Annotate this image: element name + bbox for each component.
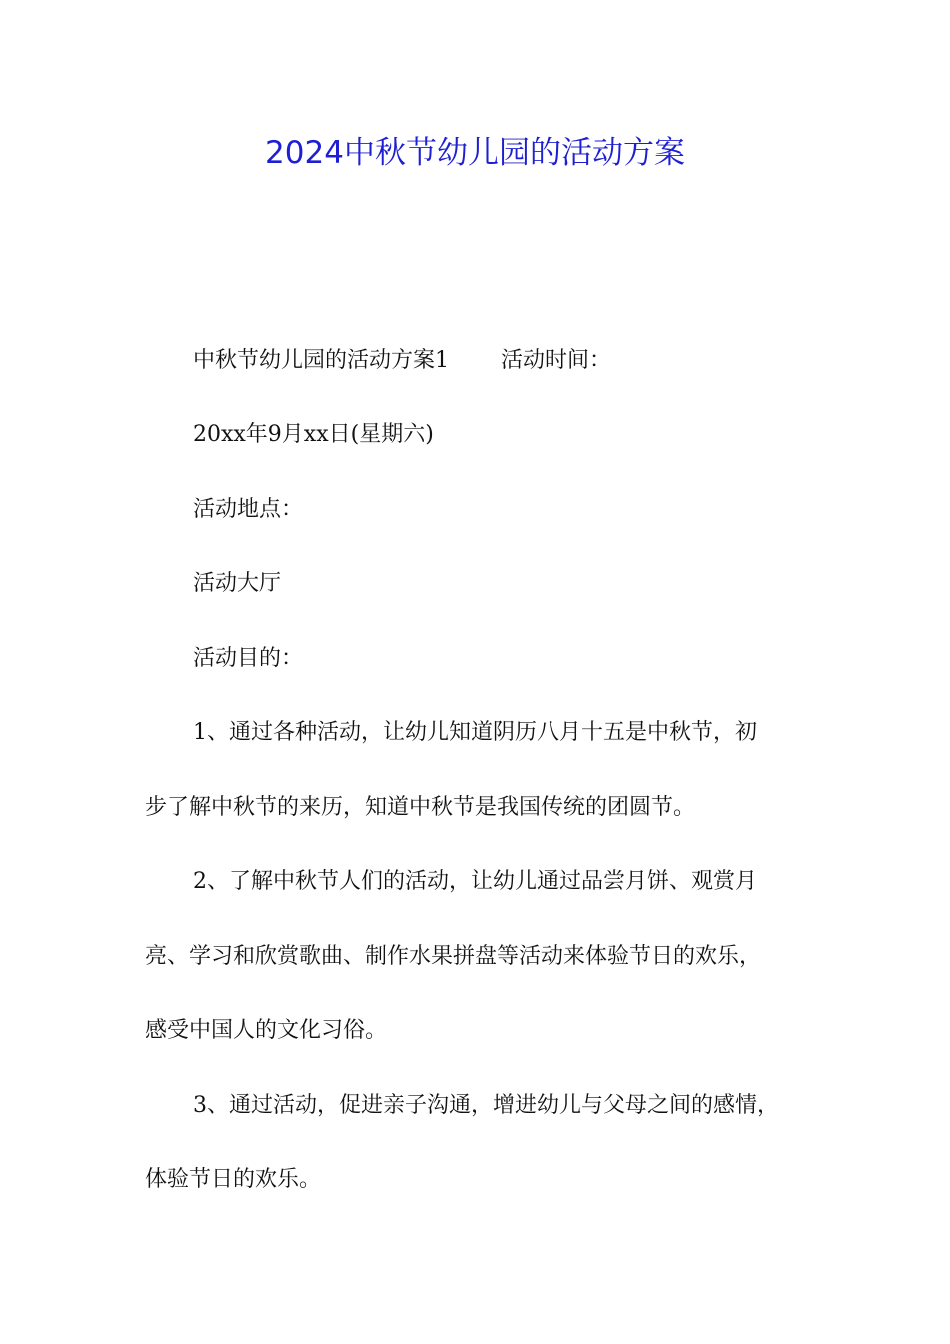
page-title: 2024中秋节幼儿园的活动方案	[265, 135, 685, 171]
purpose-item-3-line-2: 体验节日的欢乐。	[145, 1167, 322, 1192]
purpose-item-3-line-1: 3、通过活动，促进亲子沟通，增进幼儿与父母之间的感情，	[193, 1093, 779, 1118]
purpose-label: 活动目的：	[193, 646, 304, 671]
purpose-item-2-line-1: 2、了解中秋节人们的活动，让幼儿通过品尝月饼、观赏月	[193, 869, 757, 894]
date-line: 20xx年9月xx日(星期六)	[193, 422, 434, 447]
purpose-item-1-line-2: 步了解中秋节的来历，知道中秋节是我国传统的团圆节。	[145, 795, 696, 820]
plan-heading-line	[193, 341, 873, 381]
location-label: 活动地点：	[193, 497, 304, 522]
plan-heading: 中秋节幼儿园的活动方案1	[193, 348, 449, 373]
time-label: 活动时间：	[501, 348, 612, 373]
purpose-item-2-line-3: 感受中国人的文化习俗。	[145, 1018, 388, 1043]
purpose-item-1-line-1: 1、通过各种活动，让幼儿知道阴历八月十五是中秋节，初	[193, 720, 757, 745]
purpose-item-2-line-2: 亮、学习和欣赏歌曲、制作水果拼盘等活动来体验节日的欢乐，	[145, 944, 762, 969]
location-value: 活动大厅	[193, 571, 282, 596]
